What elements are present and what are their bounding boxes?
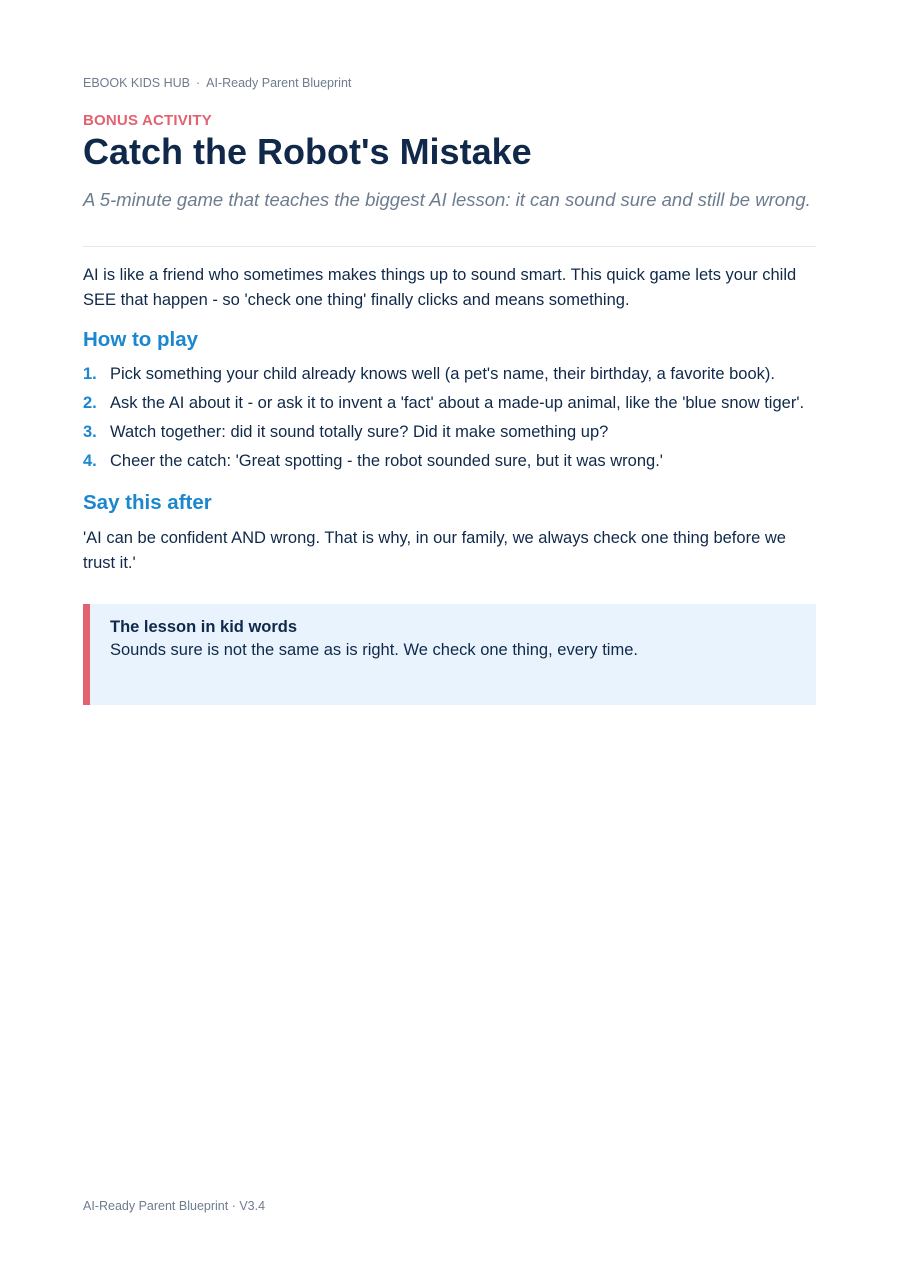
how-to-play-heading: How to play xyxy=(83,328,199,351)
say-this-after-text: 'AI can be confident AND wrong. That is why, in our family, we always check one thing before we trust it.' xyxy=(83,529,786,572)
page-footer: AI-Ready Parent Blueprint · V3.4 xyxy=(83,1199,266,1213)
step-text: Ask the AI about it - or ask it to invent a 'fact' about a made-up animal, like the 'blue snow tiger'. xyxy=(110,394,805,412)
say-this-after-heading: Say this after xyxy=(83,491,212,514)
step-text: Pick something your child already knows well (a pet's name, their birthday, a favorite book). xyxy=(110,365,775,383)
step-item xyxy=(83,362,816,391)
lesson-callout xyxy=(83,604,816,705)
page-title: Catch the Robot's Mistake xyxy=(83,131,532,172)
intro-paragraph: AI is like a friend who sometimes makes things up to sound smart. This quick game lets your child SEE that happen - so 'check one thing' finally clicks and means something. xyxy=(83,266,797,309)
step-number: 1. xyxy=(83,365,97,383)
section-eyebrow: BONUS ACTIVITY xyxy=(83,112,212,129)
callout-text: Sounds sure is not the same as is right. We check one thing, every time. xyxy=(110,641,638,659)
step-number: 2. xyxy=(83,394,97,412)
page-subtitle: A 5-minute game that teaches the biggest AI lesson: it can sound sure and still be wrong. xyxy=(83,189,811,210)
step-item xyxy=(83,420,816,449)
running-header xyxy=(83,76,351,90)
step-text: Watch together: did it sound totally sure? Did it make something up? xyxy=(110,423,609,441)
step-number: 3. xyxy=(83,423,97,441)
step-item xyxy=(83,449,816,478)
steps-list xyxy=(83,362,816,478)
header-separator: · xyxy=(195,76,201,90)
step-text: Cheer the catch: 'Great spotting - the robot sounded sure, but it was wrong.' xyxy=(110,452,663,470)
header-book-title: AI-Ready Parent Blueprint xyxy=(206,76,352,90)
callout-title: The lesson in kid words xyxy=(110,618,298,636)
divider xyxy=(83,246,816,247)
step-number: 4. xyxy=(83,452,97,470)
step-item xyxy=(83,391,816,420)
header-brand: EBOOK KIDS HUB xyxy=(83,76,190,90)
